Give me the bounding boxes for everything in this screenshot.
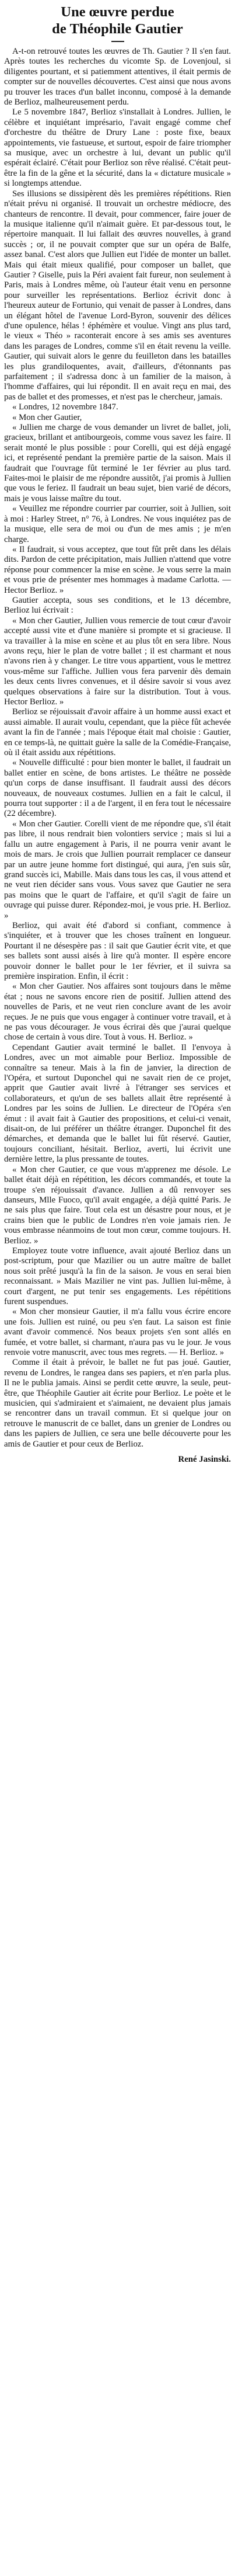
article-paragraph: « Mon cher Gautier. Corelli vient de me répondre que, s'il était pas libre, il nous rendrait bien volontiers service ; mais si lui a fallu un autre engagement à Paris, il ne pourra venir avant le mois de mars. Je crois que Jullien pourrait remplacer ce danseur par un autre jeune homme fort distingué, qui aura, j'en suis sûr, grand succès ici, Mabille. Mais dans tous les cas, il vous attend et ne veut rien décider sans vous. Vous savez que Gautier ne sera pas moins que le quart de l'affaire, et qu'il s'agit de faire un ouvrage qui puisse durer. Répondez-moi, je vous prie. H. Berlioz. »	[4, 819, 231, 920]
article-paragraph: Ses illusions se dissipèrent dès les premières répétitions. Rien n'était prévu ni organisé. Il trouvait un orchestre médiocre, des chanteurs de rencontre. Il devait, pour commencer, faire jouer de la musique italienne qu'il n'aimait guère. Et par-dessous tout, le répertoire manquait. Il lui fallait des œuvres nouvelles, à grand succès ; or, il ne pouvait compter que sur un opéra de Balfe, assez banal. C'est alors que Jullien eut l'idée de monter un ballet. Mais qui était mieux qualifié, pour composer un ballet, que Gautier ? Giselle, puis la Péri avaient fait fureur, non seulement à Paris, mais à Londres même, où l'auteur était venu en personne pour surveiller les représentations. Berlioz écrivit donc à l'heureux auteur de Fortunio, qui venait de passer à Londres, dans un élégant hôtel de l'avenue Lord-Byron, souvenir des délices d'une opulence, hélas ! éphémère et voulue. Vingt ans plus tard, le vieux « Théo » raconterait encore à ses amis ses aventures dans les parages de Londres, comme s'il en était revenu la veille. Gautier, qui suivait alors le genre du feuilleton dans les batailles les plus grandiloquentes, avait, d'ailleurs, d'étonnants pas parfaitement ; il s'adressa donc à un familier de la maison, à l'homme d'affaires, qui lui répondit. Il en avait reçu en mai, des pas de ballet et des promesses, et n'est pas le chercheur, jamais.	[4, 189, 231, 402]
title-line-1: Une œuvre perdue	[61, 4, 174, 20]
article-paragraph: Le 5 novembre 1847, Berlioz s'installait à Londres. Jullien, le célèbre et inquiétant imprésario, l'avait engagé comme chef d'orchestre du théâtre de Drury Lane : poste fixe, beaux appointements, vie fastueuse, et surtout, espoir de faire triompher sa musique, avec un orchestre à lui, devant un public qu'il espérait éclairé. C'était pour Berlioz son rêve réalisé. C'était peut-être la fin de la gêne et la sécurité, dans la « dictature musicale » si longtemps attendue.	[4, 107, 231, 189]
article-paragraph: Gautier accepta, sous ses conditions, et le 13 décembre, Berlioz lui écrivait :	[4, 595, 231, 616]
article-title	[4, 4, 231, 37]
article-paragraph: « Mon cher Gautier, ce que vous m'apprenez me désole. Le ballet était déjà en répétition, les décors commandés, et toute la troupe s'en réjouissait d'avance. Jullien a dû renvoyer ses danseurs, Mlle Fuoco, qu'il avait engagée, a déjà quitté Paris. Je ne sais plus que faire. Tout cela est un désastre pour nous, et je crains bien que le public de Londres n'en voie jamais rien. Je vous embrasse néanmoins de tout mon cœur, comme toujours. H. Berlioz. »	[4, 1164, 231, 1246]
article-paragraph: Berlioz, qui avait été d'abord si confiant, commence à s'inquiéter, et à trouver que les choses traînent en longueur. Pourtant il ne désespère pas : il sait que Gautier écrit vite, et que ses ballets sont aussi aisés à lire qu'à monter. Il espère encore pouvoir donner le ballet pour le 1er février, et il suivra sa première inspiration. Enfin, il écrit :	[4, 920, 231, 981]
article-paragraph: Employez toute votre influence, avait ajouté Berlioz dans un post-scriptum, pour que Mazilier ou un autre maître de ballet nous soit prêté jusqu'à la fin de la saison. Je vous en serai bien reconnaissant. » Mais Mazilier ne vint pas. Jullien lui-même, à court d'argent, ne put tenir ses engagements. Les répétitions furent suspendues.	[4, 1246, 231, 1306]
article-paragraph: « Mon cher Gautier,	[12, 412, 82, 422]
article-paragraph: « Mon cher monsieur Gautier, il m'a fallu vous écrire encore une fois. Jullien est ruiné, ou peu s'en faut. La saison est finie avant d'avoir commencé. Nos beaux projets s'en sont allés en fumée, et votre ballet, si charmant, n'aura pas vu le jour. Je vous renvoie votre manuscrit, avec tous mes regrets. — H. Berlioz. »	[4, 1307, 231, 1357]
article-paragraph: « Mon cher Gautier. Nos affaires sont toujours dans le même état ; nous ne savons encore rien de positif. Jullien attend des nouvelles de Paris, et ne veut rien conclure avant de les avoir reçues. Je ne puis que vous engager à continuer votre travail, et à ne pas vous décourager. Je vous écrirai dès que j'aurai quelque chose de certain à vous dire. Tout à vous. H. Berlioz. »	[4, 982, 231, 1042]
title-separator-rule	[111, 41, 124, 42]
article-body	[4, 47, 231, 1449]
article-paragraph: « Mon cher Gautier, Jullien vous remercie de tout cœur d'avoir accepté aussi vite et d'une manière si prompte et si gracieuse. Il va travailler à la mise en scène et au plus tôt en sera libre. Nous avons reçu, hier le plan de votre ballet ; il est charmant et nous n'avons rien à y changer. Le titre vous appartient, vous le mettrez vous-même sur l'affiche. Jullien vous fera parvenir dès demain les deux cents livres convenues, et il désire savoir si vous avez quelques observations à faire sur la distribution. Tout à vous. Hector Berlioz. »	[4, 616, 231, 707]
article-paragraph: « Il faudrait, si vous acceptez, que tout fût prêt dans les délais dits. Pardon de cette précipitation, mais Jullien n'attend que votre réponse pour commencer la mise en scène. Je vous serre la main et vous prie de présenter mes hommages à madame Carlotta. — Hector Berlioz. »	[4, 544, 231, 595]
article-paragraph: Cependant Gautier avait terminé le ballet. Il l'envoya à Londres, avec un mot aimable pour Berlioz. Impossible de connaître sa teneur. Mais à la fin de janvier, la direction de l'Opéra, et surtout Duponchel qui ne savait rien de ce projet, apprit que Gautier avait livré à l'étranger ses services et collaborateurs, et qu'un de ses ballets allait être représenté à Londres par les soins de Jullien. Le directeur de l'Opéra s'en émut : il avait fait à Gautier des propositions, et celui-ci venait, disait-on, de lui préférer un théâtre étranger. Duponchel fit des démarches, et demanda que le ballet lui fût réservé. Gautier, toujours conciliant, hésitait. Berlioz, averti, lui écrivit une dernière lettre, la plus pressante de toutes.	[4, 1042, 231, 1164]
article-paragraph: « Londres, 12 novembre 1847.	[12, 402, 118, 412]
article-paragraph: Comme il était à prévoir, le ballet ne fut pas joué. Gautier, revenu de Londres, le rangea dans ses papiers, et n'en parla plus. Il ne le publia jamais. Ainsi se perdit cette œuvre, la seule, peut-être, que Théophile Gautier ait écrite pour Berlioz. Le poète et le musicien, qui s'admiraient et s'aimaient, ne devaient plus jamais se rencontrer dans un travail commun. Et si quelque jour on retrouve le manuscrit de ce ballet, dans un grenier de Londres ou dans les papiers de Jullien, ce sera une belle découverte pour les amis de Gautier et pour ceux de Berlioz.	[4, 1358, 231, 1449]
article-paragraph: Berlioz se réjouissait d'avoir affaire à un homme aussi exact et aussi aimable. Il aurait voulu, cependant, que la pièce fût achevée avant la fin de l'année ; mais l'époque était mal choisie : Gautier, en ce temps-là, ne quittait guère la salle de la Comédie-Française, où il était assidu aux répétitions.	[4, 707, 231, 758]
article-paragraph: « Veuillez me répondre courrier par courrier, soit à Jullien, soit à moi : Harley Street, n° 76, à Londres. Ne vous inquiétez pas de la musique, elle sera de moi ou d'un de mes amis ; je m'en charge.	[4, 504, 231, 544]
title-line-2: de Théophile Gautier	[52, 21, 183, 37]
article-paragraph: « Jullien me charge de vous demander un livret de ballet, joli, gracieux, brillant et antibourgeois, comme vous savez les faire. Il serait monté le plus possible : pour Corelli, qui est déjà engagé ici, et représenté pendant la première partie de la saison. Mais il faudrait que l'ouvrage fût terminé le 1er février au plus tard. Faites-moi le plaisir de me répondre aussitôt, j'ai promis à Jullien que vous le feriez. Il faudrait un beau sujet, bien varié de décors, mais je vous laisse maître du tout.	[4, 423, 231, 503]
author-byline: René Jasinski.	[178, 1455, 231, 1465]
article-paragraph: A-t-on retrouvé toutes les œuvres de Th. Gautier ? Il s'en faut. Après toutes les recherches du vicomte Sp. de Lovenjoul, si diligentes pourtant, et si patiemment attentives, il était permis de compter sur de nouvelles découvertes. C'est ainsi que nous avons pu trouver les traces d'un ballet inconnu, composé à la demande de Berlioz, malheureusement perdu.	[4, 47, 231, 107]
article-paragraph: « Nouvelle difficulté : pour bien monter le ballet, il faudrait un ballet entier en scène, de bons artistes. Le théâtre ne possède qu'un corps de danse insuffisant. Il faudrait aussi des décors nouveaux, de nouveaux costumes. Jullien en a fait le calcul, il pourra tout supporter : il a de l'argent, il en fera tout le nécessaire (22 décembre).	[4, 758, 231, 819]
